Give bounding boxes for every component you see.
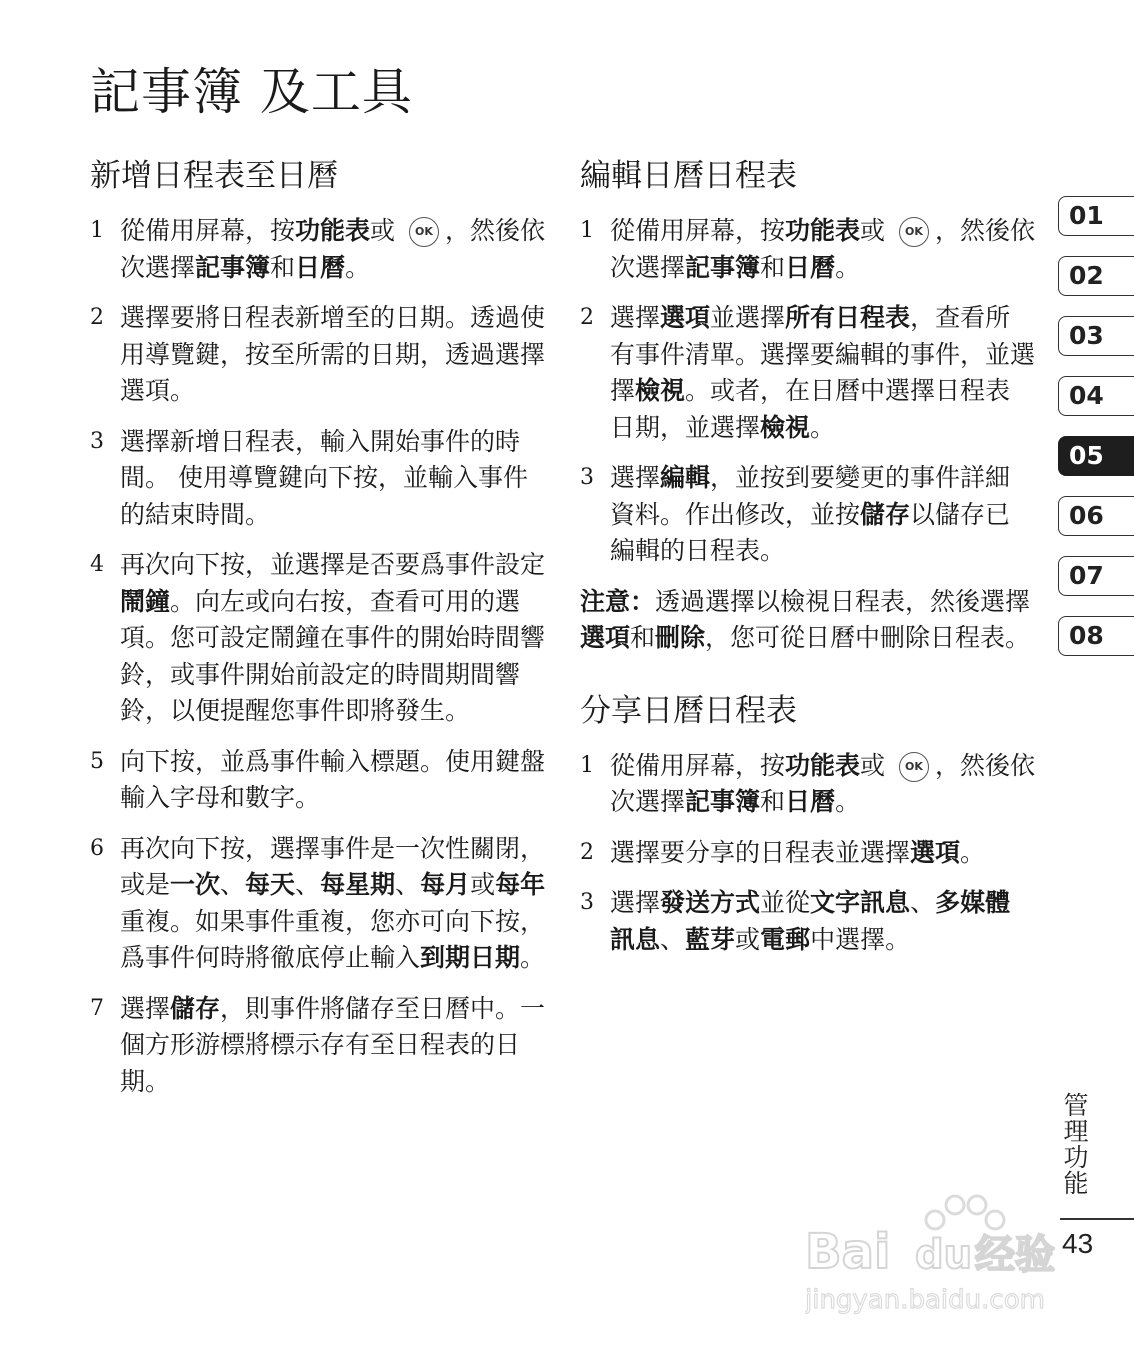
chapter-tab-04[interactable]: 04 [1058, 376, 1134, 416]
step-text: 選擇要分享的日程表並選擇選項。 [610, 837, 986, 867]
step-number: 1 [580, 218, 594, 243]
step-item [90, 213, 550, 286]
step-item [580, 748, 1035, 821]
step-text: 從備用屏幕，按功能表或 OK ，然後依次選擇記事簿和日曆。 [610, 216, 1035, 282]
paw-toe-icon [986, 1211, 1004, 1229]
step-number: 7 [90, 995, 104, 1021]
side-divider [1060, 1218, 1134, 1220]
step-item [580, 213, 1035, 286]
step-item [90, 300, 550, 410]
chapter-tab-01[interactable]: 01 [1058, 196, 1134, 236]
section-title-share-schedule: 分享日曆日程表 [580, 692, 797, 729]
step-text: 選擇發送方式並從文字訊息、多媒體訊息、藍芽或電郵中選擇。 [610, 888, 1011, 954]
chapter-tab-03[interactable]: 03 [1058, 316, 1134, 356]
right-column [580, 150, 1035, 972]
paw-toe-icon [946, 1196, 964, 1214]
ok-key-icon: OK [409, 217, 439, 247]
step-item [90, 744, 550, 817]
step-text: 從備用屏幕，按功能表或 OK ，然後依次選擇記事簿和日曆。 [610, 750, 1035, 816]
watermark-url-text: jingyan.baidu.com [805, 1285, 1045, 1315]
steps-add-schedule [90, 213, 550, 1100]
step-number: 3 [580, 465, 594, 490]
paw-toe-icon [926, 1211, 944, 1229]
chapter-tabs [1058, 196, 1134, 676]
step-text: 選擇新增日程表，輸入開始事件的時間。 使用導覽鍵向下按，並輸入事件的結束時間。 [120, 426, 528, 529]
step-item [90, 547, 550, 730]
watermark-du-text: du [915, 1232, 973, 1278]
chapter-tab-06[interactable]: 06 [1058, 496, 1134, 536]
step-item [90, 991, 550, 1101]
step-item [90, 424, 550, 534]
step-text: 選擇選項並選擇所有日程表，查看所有事件清單。選擇要編輯的事件，並選擇檢視。或者，在日曆中選擇日程表日期，並選擇檢視。 [610, 303, 1036, 442]
watermark-jingyan-text: 经验 [975, 1232, 1055, 1278]
step-number: 2 [580, 839, 594, 865]
chapter-tab-08[interactable]: 08 [1058, 616, 1134, 656]
step-text: 再次向下按，選擇事件是一次性關閉，或是一次、每天、每星期、每月或每年重複。如果事件重複，您亦可向下按，爲事件何時將徹底停止輸入到期日期。 [120, 833, 546, 972]
step-text: 向下按，並爲事件輸入標題。使用鍵盤輸入字母和數字。 [120, 746, 546, 812]
step-number: 3 [580, 890, 594, 915]
step-number: 5 [90, 748, 104, 774]
chapter-tab-02[interactable]: 02 [1058, 256, 1134, 296]
page-title: 記事簿 及工具 [90, 63, 413, 121]
step-text: 選擇儲存，則事件將儲存至日曆中。一個方形游標將標示存有至日程表的日期。 [120, 993, 546, 1096]
note-delete-schedule: 注意：透過選擇以檢視日程表，然後選擇選項和刪除，您可從日曆中刪除日程表。 [580, 586, 1031, 652]
chapter-tab-05[interactable]: 05 [1058, 436, 1134, 476]
section-title-add-schedule: 新增日程表至日曆 [90, 158, 338, 194]
step-number: 2 [580, 305, 594, 330]
steps-edit-schedule [580, 213, 1035, 570]
section-title-edit-schedule: 編輯日曆日程表 [580, 158, 797, 194]
step-number: 2 [90, 305, 104, 330]
step-number: 1 [90, 218, 104, 243]
baidu-jingyan-watermark [805, 1180, 1070, 1320]
chapter-tab-07[interactable]: 07 [1058, 556, 1134, 596]
step-item [580, 885, 1035, 958]
paw-toe-icon [968, 1196, 986, 1214]
step-item [90, 831, 550, 977]
step-number: 1 [580, 752, 594, 778]
step-text: 再次向下按，並選擇是否要爲事件設定鬧鐘。向左或向右按，查看可用的選項。您可設定鬧鐘在事件的開始時間響鈴，或事件開始前設定的時間期間響鈴，以便提醒您事件即將發生。 [120, 550, 546, 725]
step-number: 4 [90, 552, 104, 577]
step-item [580, 835, 1035, 872]
ok-key-icon: OK [899, 752, 929, 782]
steps-share-schedule [580, 748, 1035, 959]
step-text: 從備用屏幕，按功能表或 OK ，然後依次選擇記事簿和日曆。 [120, 216, 545, 282]
step-item [580, 460, 1035, 570]
left-column [90, 150, 550, 1114]
step-item [580, 300, 1035, 446]
ok-key-icon: OK [899, 217, 929, 247]
step-number: 6 [90, 835, 104, 861]
watermark-baidu-text: Bai [805, 1224, 891, 1280]
step-text: 選擇編輯，並按到要變更的事件詳細資料。作出修改，並按儲存以儲存已編輯的日程表。 [610, 463, 1011, 565]
step-number: 3 [90, 428, 104, 454]
page-number: 43 [1062, 1228, 1094, 1259]
side-chapter-label: 管理功能 [1060, 1092, 1089, 1196]
step-text: 選擇要將日程表新增至的日期。透過使用導覽鍵，按至所需的日期，透過選擇選項。 [120, 303, 546, 405]
